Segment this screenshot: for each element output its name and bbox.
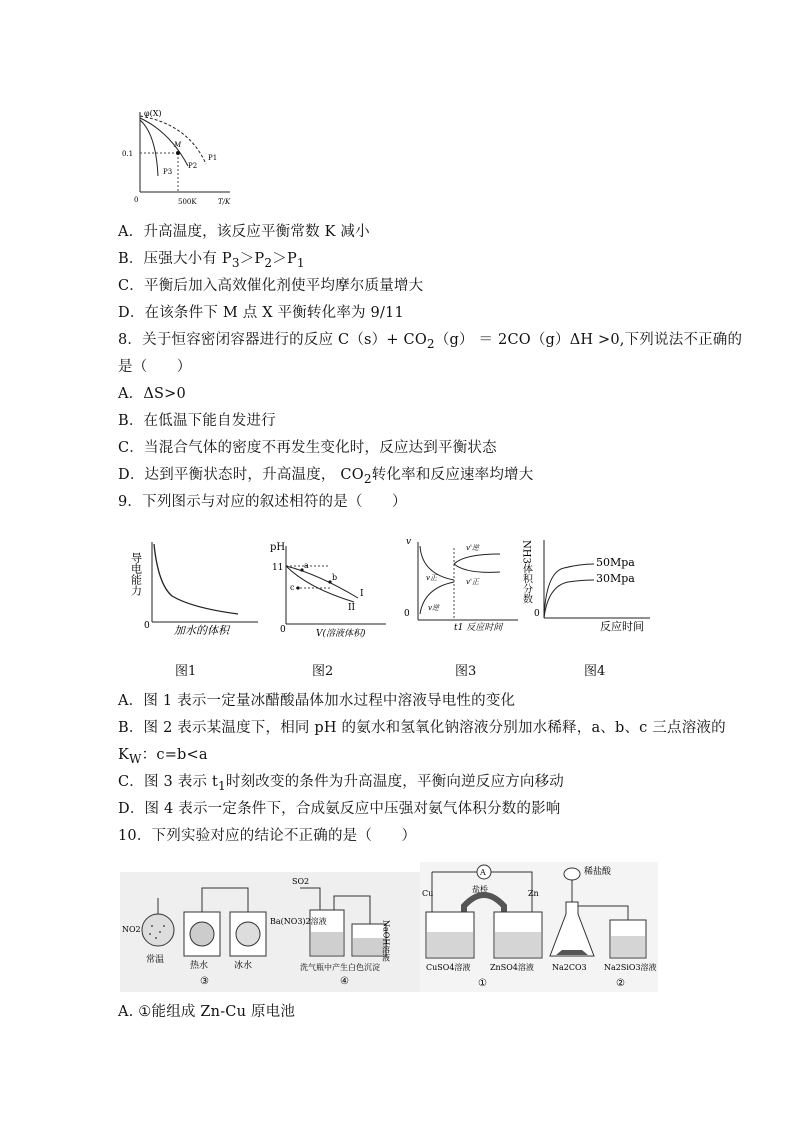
exp3-label-cold: 冰水 <box>234 961 253 971</box>
fig3-x-label: t1 反应时间 <box>454 623 503 633</box>
q10-option-a: A. ①能组成 Zn-Cu 原电池 <box>118 1004 296 1020</box>
exp3-num: ③ <box>200 976 209 987</box>
fig4-origin: 0 <box>534 609 540 619</box>
exp2-solid: Na2CO3 <box>552 963 587 972</box>
fig1-x-label: 加水的体积 <box>174 624 229 637</box>
fig2-y-label: pH <box>270 542 286 553</box>
fig3-y-label: v <box>406 537 412 547</box>
x-axis-label: T/K <box>218 198 231 206</box>
exp4-gas: SO2 <box>292 877 310 886</box>
exp1-meter: A <box>480 868 486 877</box>
exp1-right-el: Zn <box>528 889 539 898</box>
fig4-series-50: 50Mpa <box>596 556 635 569</box>
fig3-label-3: v'正 <box>466 578 479 586</box>
curve-p3 <box>140 120 158 176</box>
y-tick-label: 0.1 <box>122 150 134 158</box>
experiment-2-acid-strength <box>548 862 658 992</box>
exp1-num: ① <box>478 978 487 989</box>
fig3-caption: 图3 <box>455 664 477 679</box>
exp1-left-el: Cu <box>422 889 434 898</box>
experiment-1-galvanic-cell <box>420 862 548 992</box>
exp4-note: 洗气瓶中产生白色沉淀 <box>300 963 380 972</box>
exp1-left-sol: CuSO4溶液 <box>426 963 471 972</box>
q9-option-a: A．图 1 表示一定量冰醋酸晶体加水过程中溶液导电性的变化 <box>118 693 516 709</box>
q8-option-b: B．在低温下能自发进行 <box>118 413 276 429</box>
fig2-curve-ii-label: II <box>348 603 356 613</box>
fig4-caption: 图4 <box>584 664 606 679</box>
exp4-right-label: NaOH溶液 <box>381 920 391 962</box>
q7-option-d: D．在该条件下 M 点 X 平衡转化率为 9/11 <box>118 305 404 321</box>
fig3-label-4: v逆 <box>428 604 439 612</box>
exp3-label-normal: 常温 <box>146 955 165 965</box>
fig3-label-2: v正 <box>426 574 437 582</box>
fig3-origin: 0 <box>404 609 410 619</box>
curve-p3-label: P3 <box>163 168 173 176</box>
origin-label: 0 <box>134 196 139 204</box>
phi-temperature-graph <box>118 104 238 212</box>
q10-stem: 10．下列实验对应的结论不正确的是（ ） <box>118 828 417 844</box>
q7-option-c: C．平衡后加入高效催化剂使平均摩尔质量增大 <box>118 278 424 294</box>
q9-option-c: C．图 3 表示 $t_1$时刻改变的条件为升高温度，平衡向逆反应方向移动 <box>118 774 564 793</box>
q9-option-b: B．图 2 表示某温度下，相同 pH 的氨水和氢氧化钠溶液分别加水稀释，a、b、c 三点溶液的 <box>118 720 726 736</box>
q8-stem: 8．关于恒容密闭容器进行的反应 $C(s)+ CO_2(g) = 2CO(g)\Delta H >0$,下列说法不正确的 <box>118 332 743 351</box>
q8-stem-line2: 是（ ） <box>118 359 192 375</box>
exp1-bridge: 盐桥 <box>472 885 488 894</box>
fig2-curve-i <box>286 566 358 598</box>
exp1-right-sol: ZnSO4溶液 <box>490 963 534 972</box>
q8-option-d: D．达到平衡状态时，升高温度， $CO_2$转化率和反应速率均增大 <box>118 467 534 486</box>
figure-2-ph <box>268 538 398 642</box>
figure-3-rate <box>400 534 524 638</box>
fig1-y-label: 导电能力 <box>129 552 143 596</box>
fig4-y-label: NH3体积分数 <box>520 540 532 604</box>
point-m <box>176 151 180 155</box>
fig2-curve-i-label: I <box>360 589 364 599</box>
experiment-3-4-apparatus <box>120 872 420 992</box>
exp4-num: ④ <box>340 976 349 987</box>
fig2-point-c: c <box>290 583 295 592</box>
figure-4-ammonia <box>520 530 654 634</box>
fig4-series-30: 30Mpa <box>596 572 635 585</box>
fig4-x-label: 反应时间 <box>600 620 644 633</box>
q7-option-a: A．升高温度，该反应平衡常数 K 减小 <box>118 224 370 240</box>
fig3-label-1: v'逆 <box>466 544 479 552</box>
q7-option-b: B．压强大小有 $P_3>P_2>P_1$ <box>118 251 305 270</box>
fig1-origin: 0 <box>144 621 150 631</box>
curve-p2-label: P2 <box>188 162 198 170</box>
exp2-sol: Na2SiO3溶液 <box>604 963 657 972</box>
fig1-caption: 图1 <box>175 664 197 679</box>
fig1-curve <box>154 544 238 614</box>
curve-p1-label: P1 <box>208 154 218 162</box>
fig2-point-a: a <box>304 561 309 570</box>
fig2-curve-ii <box>286 566 354 602</box>
q9-option-b-line2: $K_W$：c=b<a <box>118 747 208 766</box>
exp3-label-hot: 热水 <box>190 961 209 971</box>
fig2-origin: 0 <box>280 625 286 635</box>
exp2-acid: 稀盐酸 <box>584 867 612 877</box>
exp4-left-label: Ba(NO3)2溶液 <box>270 917 327 926</box>
q9-stem: 9．下列图示与对应的叙述相符的是（ ） <box>118 494 407 510</box>
fig4-curve-30 <box>544 580 594 618</box>
q9-option-d: D．图 4 表示一定条件下，合成氨反应中压强对氨气体积分数的影响 <box>118 801 561 817</box>
fig2-point-b: b <box>332 573 338 582</box>
exp2-num: ② <box>616 978 625 989</box>
fig4-curve-50 <box>544 564 594 618</box>
y-axis-label: φ(X) <box>144 109 162 118</box>
x-tick-label: 500K <box>178 198 197 206</box>
fig2-caption: 图2 <box>312 664 334 679</box>
q8-option-a: A．ΔS>0 <box>118 386 186 402</box>
fig2-x-label: V(溶液体积) <box>316 629 366 639</box>
fig2-y-tick: 11 <box>272 563 284 573</box>
point-m-label: M <box>174 141 182 149</box>
exp3-gas: NO2 <box>122 925 141 934</box>
figure-1-conductivity <box>129 534 262 638</box>
q8-option-c: C．当混合气体的密度不再发生变化时，反应达到平衡状态 <box>118 440 497 456</box>
